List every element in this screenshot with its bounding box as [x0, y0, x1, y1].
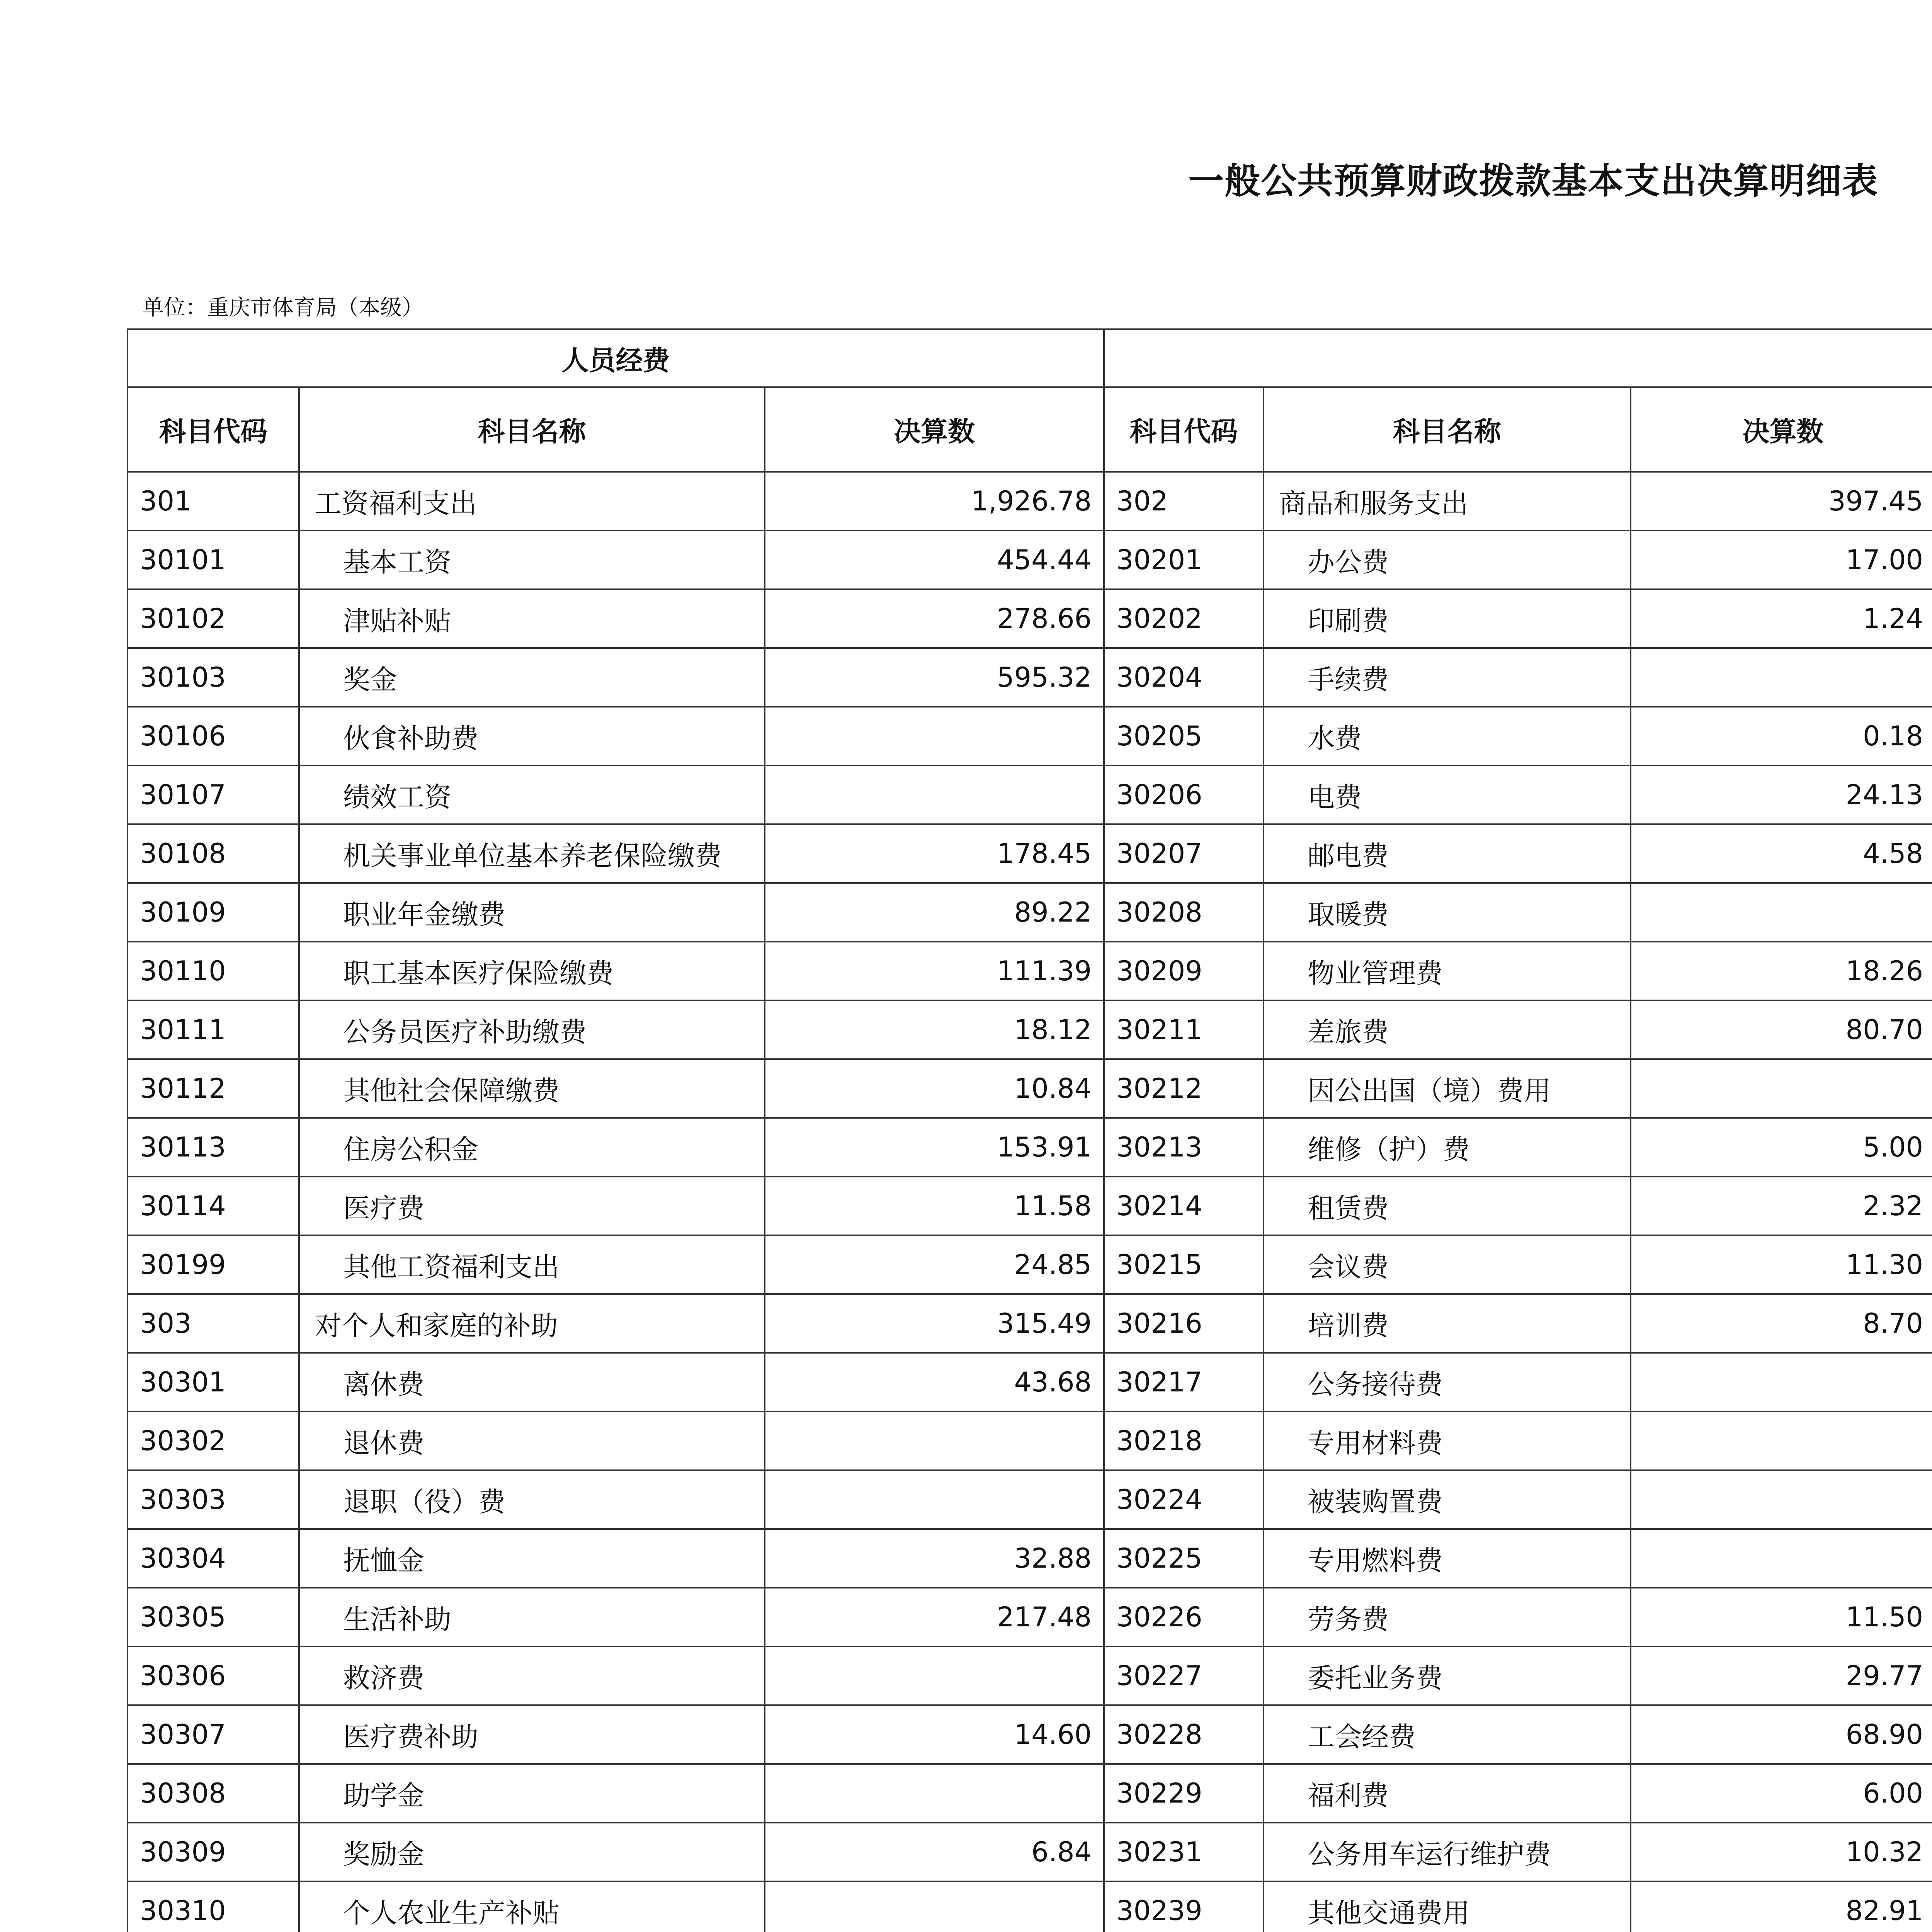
account-code-cell: 30214 — [1104, 1177, 1264, 1235]
amount-cell: 1.24 — [1631, 589, 1932, 648]
account-code-cell: 30111 — [128, 1000, 299, 1059]
account-name-cell: 公务员医疗补助缴费 — [299, 1000, 765, 1059]
table-row — [128, 942, 1932, 1000]
table-row — [128, 707, 1932, 765]
table-row — [128, 1118, 1932, 1177]
account-name-cell: 福利费 — [1264, 1764, 1631, 1823]
account-code-cell: 30109 — [128, 883, 299, 942]
account-code-cell: 30307 — [128, 1705, 299, 1764]
table-row — [128, 1529, 1932, 1588]
account-name-cell: 取暖费 — [1264, 883, 1631, 942]
amount-cell: 32.88 — [765, 1529, 1104, 1588]
account-code-cell: 30308 — [128, 1764, 299, 1823]
table-row — [128, 1235, 1932, 1294]
account-name-cell: 奖金 — [299, 648, 765, 707]
account-name-cell: 住房公积金 — [299, 1118, 765, 1177]
amount-cell: 82.91 — [1631, 1881, 1932, 1932]
account-code-cell: 30231 — [1104, 1823, 1264, 1881]
amount-cell: 24.85 — [765, 1235, 1104, 1294]
amount-cell: 29.77 — [1631, 1646, 1932, 1705]
account-name-cell: 培训费 — [1264, 1294, 1631, 1353]
table-row — [128, 1588, 1932, 1646]
amount-cell — [1631, 1059, 1932, 1118]
account-code-cell: 30303 — [128, 1470, 299, 1529]
account-name-cell: 电费 — [1264, 765, 1631, 824]
table-row — [128, 1705, 1932, 1764]
col-amount-header: 决算数 — [765, 387, 1104, 472]
amount-cell: 6.00 — [1631, 1764, 1932, 1823]
account-code-cell: 30309 — [128, 1823, 299, 1881]
account-name-cell: 伙食补助费 — [299, 707, 765, 765]
table-row — [128, 472, 1932, 531]
account-name-cell: 基本工资 — [299, 531, 765, 589]
amount-cell: 68.90 — [1631, 1705, 1932, 1764]
account-code-cell: 30208 — [1104, 883, 1264, 942]
account-name-cell: 专用材料费 — [1264, 1412, 1631, 1470]
account-name-cell: 奖励金 — [299, 1823, 765, 1881]
account-code-cell: 30108 — [128, 824, 299, 883]
amount-cell: 454.44 — [765, 531, 1104, 589]
account-code-cell: 30305 — [128, 1588, 299, 1646]
account-code-cell: 30229 — [1104, 1764, 1264, 1823]
amount-cell: 6.84 — [765, 1823, 1104, 1881]
amount-cell: 24.13 — [1631, 765, 1932, 824]
amount-cell — [1631, 1412, 1932, 1470]
amount-cell: 2.32 — [1631, 1177, 1932, 1235]
account-code-cell: 30218 — [1104, 1412, 1264, 1470]
amount-cell: 80.70 — [1631, 1000, 1932, 1059]
account-name-cell: 津贴补贴 — [299, 589, 765, 648]
expenditure-table — [127, 328, 1932, 1932]
account-name-cell: 其他社会保障缴费 — [299, 1059, 765, 1118]
table-row — [128, 1881, 1932, 1932]
account-code-cell: 30113 — [128, 1118, 299, 1177]
account-code-cell: 30204 — [1104, 648, 1264, 707]
table-row — [128, 589, 1932, 648]
account-name-cell: 差旅费 — [1264, 1000, 1631, 1059]
amount-cell: 217.48 — [765, 1588, 1104, 1646]
account-name-cell: 职工基本医疗保险缴费 — [299, 942, 765, 1000]
account-code-cell: 30103 — [128, 648, 299, 707]
table-row — [128, 1177, 1932, 1235]
account-name-cell: 维修（护）费 — [1264, 1118, 1631, 1177]
table-row — [128, 765, 1932, 824]
account-code-cell: 30224 — [1104, 1470, 1264, 1529]
account-name-cell: 对个人和家庭的补助 — [299, 1294, 765, 1353]
amount-cell — [1631, 883, 1932, 942]
account-name-cell: 印刷费 — [1264, 589, 1631, 648]
table-row — [128, 1412, 1932, 1470]
amount-cell: 0.18 — [1631, 707, 1932, 765]
account-code-cell: 301 — [128, 472, 299, 531]
account-name-cell: 物业管理费 — [1264, 942, 1631, 1000]
table-row — [128, 531, 1932, 589]
account-name-cell: 商品和服务支出 — [1264, 472, 1631, 531]
amount-cell: 153.91 — [765, 1118, 1104, 1177]
table-row — [128, 1353, 1932, 1412]
account-name-cell: 工资福利支出 — [299, 472, 765, 531]
account-code-cell: 30302 — [128, 1412, 299, 1470]
table-row — [128, 1823, 1932, 1881]
account-code-cell: 30101 — [128, 531, 299, 589]
account-name-cell: 租赁费 — [1264, 1177, 1631, 1235]
account-name-cell: 职业年金缴费 — [299, 883, 765, 942]
table-row — [128, 1470, 1932, 1529]
amount-cell: 18.12 — [765, 1000, 1104, 1059]
account-name-cell: 其他工资福利支出 — [299, 1235, 765, 1294]
page-title: 一般公共预算财政拨款基本支出决算明细表 — [1188, 160, 1879, 202]
amount-cell: 1,926.78 — [765, 472, 1104, 531]
col-code-header: 科目代码 — [128, 387, 299, 472]
section-personnel-header: 人员经费 — [128, 329, 1104, 387]
amount-cell: 315.49 — [765, 1294, 1104, 1353]
account-code-cell: 30202 — [1104, 589, 1264, 648]
account-name-cell: 医疗费补助 — [299, 1705, 765, 1764]
account-code-cell: 30205 — [1104, 707, 1264, 765]
amount-cell: 10.32 — [1631, 1823, 1932, 1881]
account-name-cell: 邮电费 — [1264, 824, 1631, 883]
col-name-header: 科目名称 — [299, 387, 765, 472]
account-name-cell: 劳务费 — [1264, 1588, 1631, 1646]
amount-cell — [1631, 648, 1932, 707]
table-row — [128, 1059, 1932, 1118]
account-name-cell: 医疗费 — [299, 1177, 765, 1235]
amount-cell — [1631, 1470, 1932, 1529]
account-name-cell: 专用燃料费 — [1264, 1529, 1631, 1588]
amount-cell: 10.84 — [765, 1059, 1104, 1118]
unit-label: 单位：重庆市体育局（本级） — [142, 295, 423, 320]
amount-cell — [765, 765, 1104, 824]
account-code-cell: 30217 — [1104, 1353, 1264, 1412]
amount-cell: 17.00 — [1631, 531, 1932, 589]
amount-cell: 178.45 — [765, 824, 1104, 883]
account-name-cell: 工会经费 — [1264, 1705, 1631, 1764]
account-code-cell: 30112 — [128, 1059, 299, 1118]
account-name-cell: 绩效工资 — [299, 765, 765, 824]
account-name-cell: 会议费 — [1264, 1235, 1631, 1294]
table-row — [128, 1764, 1932, 1823]
account-name-cell: 公务接待费 — [1264, 1353, 1631, 1412]
account-name-cell: 救济费 — [299, 1646, 765, 1705]
amount-cell — [765, 707, 1104, 765]
account-code-cell: 30102 — [128, 589, 299, 648]
account-code-cell: 30228 — [1104, 1705, 1264, 1764]
amount-cell: 18.26 — [1631, 942, 1932, 1000]
account-name-cell: 助学金 — [299, 1764, 765, 1823]
account-name-cell: 被装购置费 — [1264, 1470, 1631, 1529]
account-name-cell: 机关事业单位基本养老保险缴费 — [299, 824, 765, 883]
amount-cell: 11.50 — [1631, 1588, 1932, 1646]
account-code-cell: 30114 — [128, 1177, 299, 1235]
account-code-cell: 30207 — [1104, 824, 1264, 883]
account-name-cell: 离休费 — [299, 1353, 765, 1412]
account-code-cell: 30216 — [1104, 1294, 1264, 1353]
col-code-header: 科目代码 — [1104, 387, 1264, 472]
account-code-cell: 30212 — [1104, 1059, 1264, 1118]
account-name-cell: 办公费 — [1264, 531, 1631, 589]
table-row — [128, 1646, 1932, 1705]
account-name-cell: 手续费 — [1264, 648, 1631, 707]
amount-cell: 278.66 — [765, 589, 1104, 648]
account-code-cell: 303 — [128, 1294, 299, 1353]
account-code-cell: 30301 — [128, 1353, 299, 1412]
account-code-cell: 30107 — [128, 765, 299, 824]
account-code-cell: 30110 — [128, 942, 299, 1000]
table-row — [128, 824, 1932, 883]
account-name-cell: 个人农业生产补贴 — [299, 1881, 765, 1932]
amount-cell: 89.22 — [765, 883, 1104, 942]
account-code-cell: 30226 — [1104, 1588, 1264, 1646]
account-code-cell: 30306 — [128, 1646, 299, 1705]
amount-cell: 11.58 — [765, 1177, 1104, 1235]
section-public-header — [1104, 329, 1932, 387]
table-row — [128, 1294, 1932, 1353]
amount-cell: 14.60 — [765, 1705, 1104, 1764]
amount-cell — [765, 1412, 1104, 1470]
col-name-header: 科目名称 — [1264, 387, 1631, 472]
amount-cell: 595.32 — [765, 648, 1104, 707]
account-name-cell: 抚恤金 — [299, 1529, 765, 1588]
amount-cell: 43.68 — [765, 1353, 1104, 1412]
account-code-cell: 30201 — [1104, 531, 1264, 589]
account-name-cell: 其他交通费用 — [1264, 1881, 1631, 1932]
account-name-cell: 公务用车运行维护费 — [1264, 1823, 1631, 1881]
account-code-cell: 30310 — [128, 1881, 299, 1932]
account-code-cell: 30199 — [128, 1235, 299, 1294]
account-code-cell: 30209 — [1104, 942, 1264, 1000]
account-name-cell: 水费 — [1264, 707, 1631, 765]
amount-cell: 111.39 — [765, 942, 1104, 1000]
table-row — [128, 883, 1932, 942]
account-name-cell: 生活补助 — [299, 1588, 765, 1646]
account-name-cell: 委托业务费 — [1264, 1646, 1631, 1705]
amount-cell: 11.30 — [1631, 1235, 1932, 1294]
account-code-cell: 30213 — [1104, 1118, 1264, 1177]
amount-cell — [765, 1470, 1104, 1529]
account-code-cell: 30304 — [128, 1529, 299, 1588]
account-code-cell: 30215 — [1104, 1235, 1264, 1294]
account-name-cell: 退休费 — [299, 1412, 765, 1470]
account-code-cell: 30227 — [1104, 1646, 1264, 1705]
table-row — [128, 1000, 1932, 1059]
account-code-cell: 30206 — [1104, 765, 1264, 824]
account-name-cell: 因公出国（境）费用 — [1264, 1059, 1631, 1118]
amount-cell — [1631, 1353, 1932, 1412]
amount-cell — [765, 1646, 1104, 1705]
account-name-cell: 退职（役）费 — [299, 1470, 765, 1529]
account-code-cell: 30239 — [1104, 1881, 1264, 1932]
account-code-cell: 30106 — [128, 707, 299, 765]
account-code-cell: 30211 — [1104, 1000, 1264, 1059]
account-code-cell: 302 — [1104, 472, 1264, 531]
amount-cell — [765, 1764, 1104, 1823]
account-code-cell: 30225 — [1104, 1529, 1264, 1588]
table-body — [128, 472, 1932, 1932]
col-amount-header: 决算数 — [1631, 387, 1932, 472]
amount-cell: 397.45 — [1631, 472, 1932, 531]
amount-cell — [765, 1881, 1104, 1932]
amount-cell: 5.00 — [1631, 1118, 1932, 1177]
table-row — [128, 648, 1932, 707]
amount-cell: 4.58 — [1631, 824, 1932, 883]
amount-cell: 8.70 — [1631, 1294, 1932, 1353]
amount-cell — [1631, 1529, 1932, 1588]
